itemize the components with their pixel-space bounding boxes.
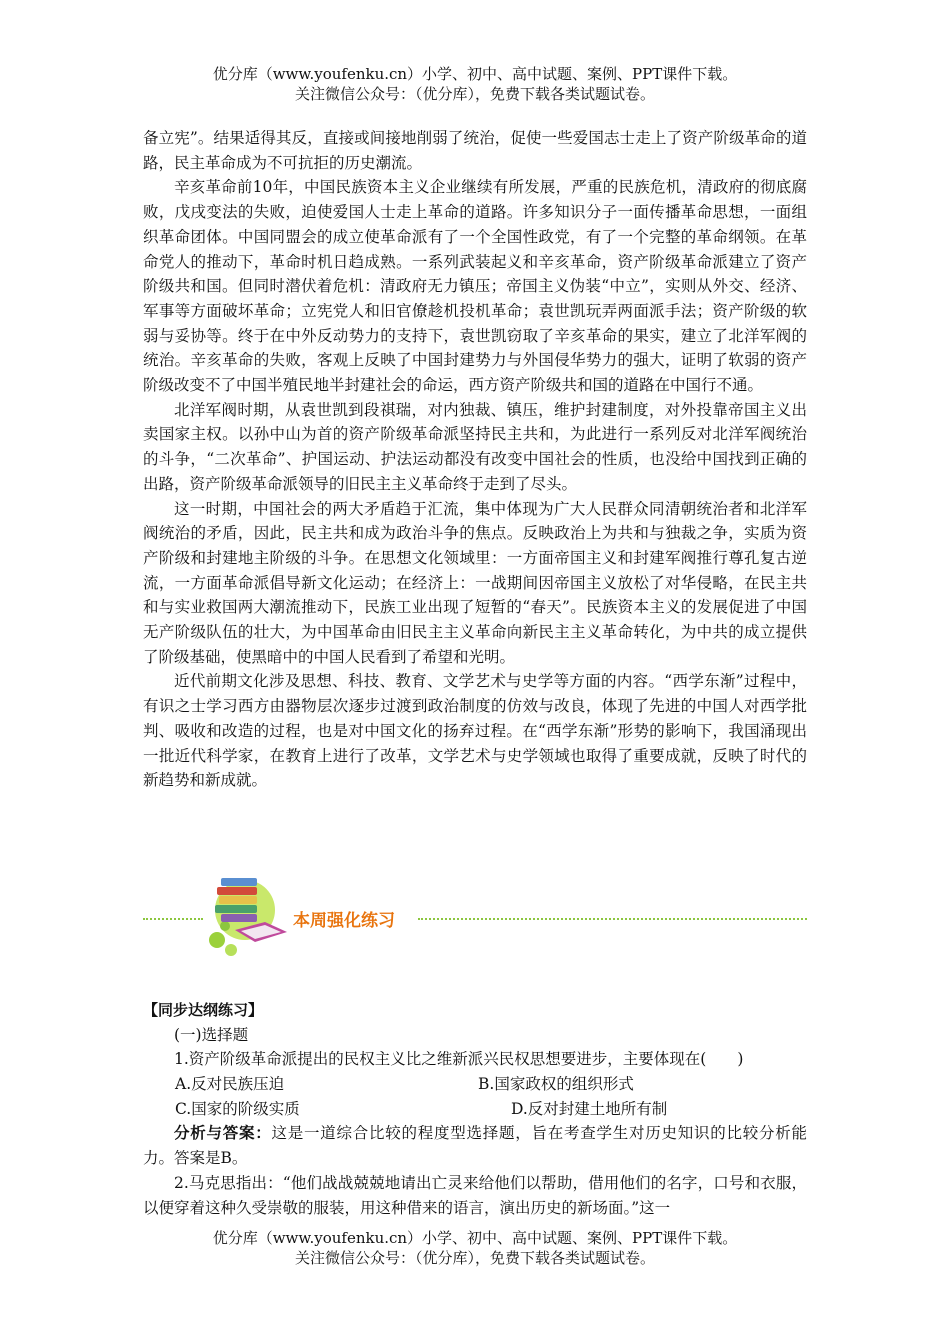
- section-title: 【同步达纲练习】: [143, 1001, 264, 1019]
- header-line-2: 关注微信公众号：（优分库），免费下载各类试题试卷。: [294, 85, 655, 103]
- article-body: [143, 126, 807, 793]
- books-icon: [205, 870, 295, 960]
- page-footer: [0, 1228, 950, 1268]
- question-1: 1.资产阶级革命派提出的民权主义比之维新派兴民权思想要进步，主要体现在( ): [174, 1050, 744, 1069]
- dotted-divider-left: [143, 918, 203, 920]
- question-2: 2.马克思指出：“他们战战兢兢地请出亡灵来给他们以帮助，借用他们的名字，口号和衣服，以便穿着这种久受崇敬的服装，用这种借来的语言，演出历史的新场面。”这一: [143, 1173, 807, 1217]
- footer-line-2: 关注微信公众号：（优分库），免费下载各类试题试卷。: [294, 1249, 655, 1267]
- paragraph-0: 备立宪”。结果适得其反，直接或间接地削弱了统治，促使一些爱国志士走上了资产阶级革命的道路，民主革命成为不可抗拒的历史潮流。: [143, 129, 807, 172]
- option-a: A.反对民族压迫: [175, 1075, 285, 1094]
- subsection-title: (一)选择题: [174, 1025, 249, 1044]
- option-d: D.反对封建土地所有制: [511, 1099, 668, 1118]
- analysis: [143, 1121, 807, 1170]
- footer-line-1: 优分库（www.youfenku.cn）小学、初中、高中试题、案例、PPT课件下载。: [212, 1229, 738, 1247]
- paragraph-1: 辛亥革命前10年，中国民族资本主义企业继续有所发展，严重的民族危机，清政府的彻底腐败，戊戌变法的失败，迫使爱国人士走上革命的道路。许多知识分子一面传播革命思想，一面组织革命团体。中国同盟会的成立使革命派有了一个全国性政党，有了一个完整的革命纲领。在革命党人的推动下，革命时机日趋成熟。一系列武装起义和辛亥革命，资产阶级革命派建立了资产阶级共和国。但同时潜伏着危机：清政府无力镇压；帝国主义伪装“中立”，实则从外交、经济、军事等方面破坏革命；立宪党人和旧官僚趁机投机革命；袁世凯玩弄两面派手法；资产阶级的软弱与妥协等。终于在中外反动势力的支持下，袁世凯窃取了辛亥革命的果实，建立了北洋军阀的统治。辛亥革命的失败，客观上反映了中国封建势力与外国侵华势力的强大，证明了软弱的资产阶级改变不了中国半殖民地半封建社会的命运，西方资产阶级共和国的道路在中国行不通。: [143, 178, 807, 395]
- paragraph-2: 北洋军阀时期，从袁世凯到段祺瑞，对内独裁、镇压，维护封建制度，对外投靠帝国主义出卖国家主权。以孙中山为首的资产阶级革命派坚持民主共和，为此进行一系列反对北洋军阀统治的斗争，“二次革命”、护国运动、护法运动都没有改变中国社会的性质，也没给中国找到正确的出路，资产阶级革命派领导的旧民主主义革命终于走到了尽头。: [143, 400, 807, 493]
- analysis-text: 这是一道综合比较的程度型选择题，旨在考查学生对历史知识的比较分析能力。答案是B。: [143, 1124, 807, 1168]
- dotted-divider-right: [418, 918, 807, 920]
- exercise-section: [143, 998, 807, 1220]
- section-banner: [143, 870, 807, 960]
- question-1-options-row-1: [143, 1072, 807, 1097]
- paragraph-3: 这一时期，中国社会的两大矛盾趋于汇流，集中体现为广大人民群众同清朝统治者和北洋军阀统治的矛盾，因此，民主共和成为政治斗争的焦点。反映政治上为共和与独裁之争，实质为资产阶级和封建地主阶级的斗争。在思想文化领域里：一方面帝国主义和封建军阀推行尊孔复古逆流，一方面革命派倡导新文化运动；在经济上：一战期间因帝国主义放松了对华侵略，在民主共和与实业救国两大潮流推动下，民族工业出现了短暂的“春天”。民族资本主义的发展促进了中国无产阶级队伍的壮大，为中国革命由旧民主主义革命向新民主主义革命转化，为中共的成立提供了阶级基础，使黑暗中的中国人民看到了希望和光明。: [143, 499, 807, 666]
- page-header: [0, 64, 950, 104]
- question-1-options-row-2: [143, 1097, 807, 1122]
- analysis-label: 分析与答案：: [174, 1124, 272, 1143]
- header-line-1: 优分库（www.youfenku.cn）小学、初中、高中试题、案例、PPT课件下载。: [212, 65, 738, 83]
- banner-title: 本周强化练习: [293, 911, 395, 931]
- option-b: B.国家政权的组织形式: [478, 1075, 634, 1094]
- paragraph-4: 近代前期文化涉及思想、科技、教育、文学艺术与史学等方面的内容。“西学东渐”过程中，有识之士学习西方由器物层次逐步过渡到政治制度的仿效与改良，体现了先进的中国人对西学批判、吸收和改造的过程，也是对中国文化的扬弃过程。在“西学东渐”形势的影响下，我国涌现出一批近代科学家，在教育上进行了改革，文学艺术与史学领域也取得了重要成就，反映了时代的新趋势和新成就。: [143, 672, 807, 790]
- option-c: C.国家的阶级实质: [175, 1099, 300, 1118]
